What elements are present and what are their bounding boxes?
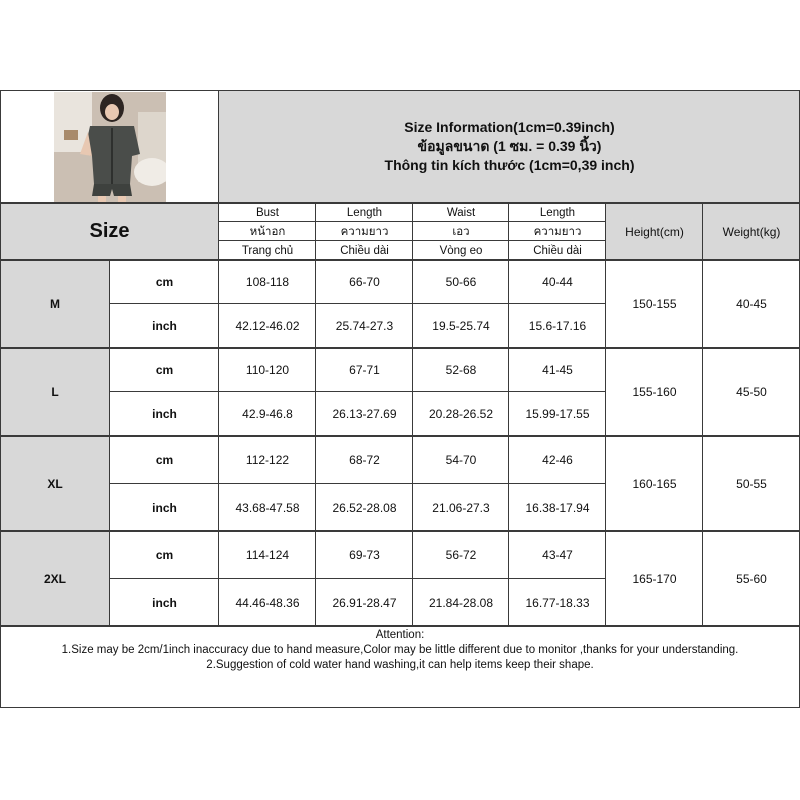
unit-inch: inch (152, 319, 177, 333)
2xl-cm-bust: 114-124 (245, 548, 290, 562)
m-weight: 40-45 (736, 297, 767, 311)
col3-en: Waist (446, 206, 476, 219)
2xl-weight: 55-60 (736, 571, 767, 586)
xl-inch-waist: 21.06-27.3 (432, 500, 490, 515)
l-inch-length: 26.13-27.69 (332, 407, 397, 421)
l-inch-length2: 15.99-17.55 (525, 407, 590, 421)
col3-vi: Vòng eo (439, 244, 483, 257)
l-cm-length: 67-71 (349, 363, 380, 377)
col2-th: ความยาว (340, 225, 389, 238)
xl-cm-bust: 112-122 (245, 453, 290, 467)
m-inch-length2: 15.6-17.16 (528, 319, 587, 333)
hline-113 (0, 202, 800, 204)
hline-536 (0, 625, 800, 627)
m-cm-length2: 40-44 (542, 275, 573, 289)
header-line-vi: Thông tin kích thước (1cm=0,39 inch) (384, 157, 635, 173)
attention-title: Attention: (375, 629, 425, 641)
unit-cm: cm (155, 275, 174, 289)
col2-en: Length (346, 206, 383, 219)
header-divider (218, 90, 219, 203)
hline-346 (0, 435, 800, 437)
size-header: Size (89, 220, 130, 242)
vline-703 (702, 203, 703, 626)
2xl-height: 165-170 (632, 571, 677, 586)
vline-110 (109, 260, 110, 626)
hline-170 (0, 259, 800, 261)
vline-606 (605, 203, 606, 626)
vline-413 (412, 203, 413, 626)
col4-th: ความยาว (533, 225, 582, 238)
unit-inch: inch (152, 407, 177, 421)
xl-inch-length: 26.52-28.08 (332, 500, 397, 515)
m-cm-waist: 50-66 (445, 275, 477, 289)
2xl-inch-bust: 44.46-48.36 (235, 595, 300, 610)
hline-441 (0, 530, 800, 532)
2xl-inch-length: 26.91-28.47 (332, 595, 397, 610)
2xl-cm-waist: 56-72 (445, 548, 477, 562)
m-inch-waist: 19.5-25.74 (432, 319, 490, 333)
size-label-2xl: 2XL (43, 571, 66, 586)
m-cm-length: 66-70 (349, 275, 380, 289)
l-weight: 45-50 (736, 385, 767, 399)
height-header: Height(cm) (625, 224, 684, 239)
l-cm-length2: 41-45 (542, 363, 573, 377)
attention-note-1: 1.Size may be 2cm/1inch inaccuracy due to hand measure,Color may be little different due to monitor ,thanks for your understanding. (61, 644, 739, 656)
l-inch-bust: 42.9-46.8 (242, 407, 293, 421)
hline-394 (110, 483, 606, 484)
2xl-cm-length: 69-73 (349, 548, 380, 562)
border-top (0, 90, 800, 91)
vline-316 (315, 203, 316, 626)
header-line-en: Size Information(1cm=0.39inch) (404, 119, 615, 135)
m-inch-bust: 42.12-46.02 (235, 319, 300, 333)
m-height: 150-155 (632, 297, 677, 311)
unit-cm: cm (155, 548, 174, 562)
xl-cm-length2: 42-46 (542, 453, 573, 467)
hline-258 (0, 347, 800, 349)
col3-th: เอว (452, 225, 470, 238)
header-line-th: ข้อมูลขนาด (1 ซม. = 0.39 นิ้ว) (417, 138, 602, 154)
size-information-header (219, 90, 800, 203)
col2-vi: Chiều dài (340, 244, 389, 257)
l-cm-bust: 110-120 (245, 363, 290, 377)
2xl-cm-length2: 43-47 (542, 548, 573, 562)
2xl-inch-length2: 16.77-18.33 (525, 595, 590, 610)
weight-header: Weight(kg) (722, 224, 781, 239)
l-cm-waist: 52-68 (445, 363, 477, 377)
xl-inch-bust: 43.68-47.58 (235, 500, 300, 515)
size-label-m: M (50, 297, 60, 311)
border-bottom (0, 707, 800, 708)
xl-height: 160-165 (632, 476, 677, 491)
unit-inch: inch (152, 500, 177, 515)
2xl-inch-waist: 21.84-28.08 (428, 595, 494, 610)
unit-cm: cm (155, 363, 174, 377)
vline-219 (218, 203, 219, 626)
col4-vi: Chiều dài (533, 244, 582, 257)
size-label-l: L (51, 385, 59, 399)
border-left (0, 90, 1, 708)
col4-en: Length (539, 206, 576, 219)
xl-inch-length2: 16.38-17.94 (525, 500, 590, 515)
l-inch-waist: 20.28-26.52 (428, 407, 494, 421)
m-cm-bust: 108-118 (245, 275, 290, 289)
xl-weight: 50-55 (736, 476, 767, 491)
size-chart (0, 90, 800, 708)
hline-489 (110, 578, 606, 579)
hline-302 (110, 391, 606, 392)
hline-214 (110, 303, 606, 304)
attention-note-2: 2.Suggestion of cold water hand washing,it can help items keep their shape. (206, 659, 594, 671)
col1-en: Bust (255, 206, 279, 219)
product-photo (54, 92, 166, 202)
col1-vi: Trang chủ (241, 244, 294, 257)
unit-inch: inch (152, 595, 177, 610)
size-label-xl: XL (47, 476, 63, 491)
attention-section (0, 628, 800, 673)
vline-509 (508, 203, 509, 626)
xl-cm-waist: 54-70 (445, 453, 477, 467)
unit-cm: cm (155, 453, 174, 467)
col1-th: หน้าอก (249, 225, 286, 238)
m-inch-length: 25.74-27.3 (335, 319, 394, 333)
xl-cm-length: 68-72 (349, 453, 380, 467)
l-height: 155-160 (632, 385, 677, 399)
